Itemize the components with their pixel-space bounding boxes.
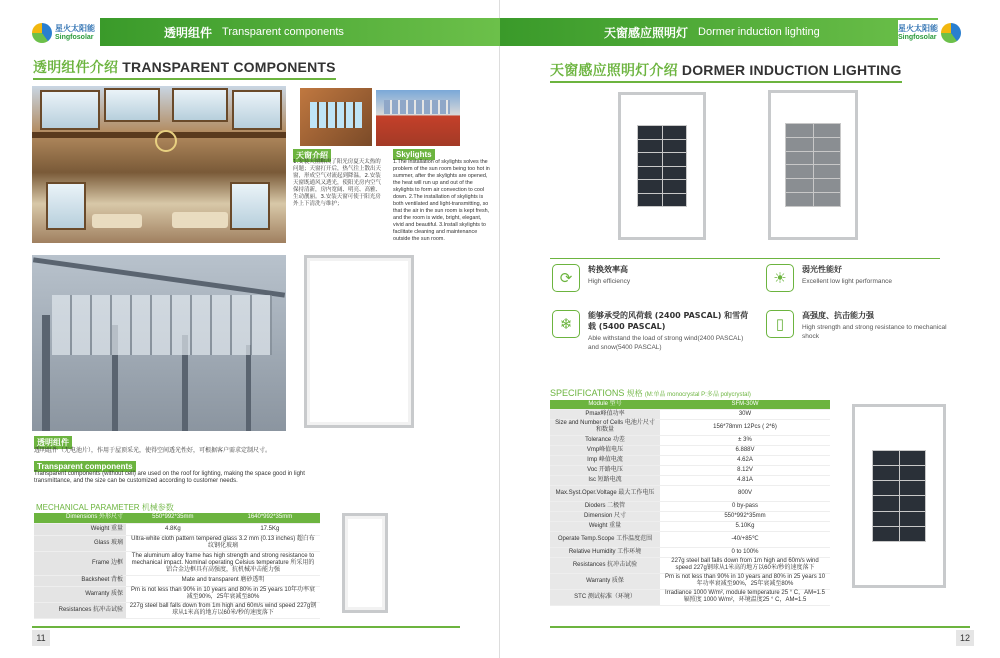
table-row: Max.Syst.Oper.Voltage 最大工作电压 800V xyxy=(550,485,830,501)
left-header-bar xyxy=(100,18,500,46)
tc-tag-cn: 透明组件 xyxy=(34,436,72,449)
mech-param-table xyxy=(34,513,320,619)
chandelier-icon xyxy=(155,130,177,152)
header-cn: 透明组件 xyxy=(164,25,213,40)
logo-en: Singfosolar xyxy=(55,34,94,41)
transparent-panel-image xyxy=(304,255,414,428)
mono-panel-back xyxy=(768,90,858,240)
sunroom-photo xyxy=(32,86,286,243)
skylight-tag-cn: 天窗介绍 xyxy=(293,149,331,162)
mono-panel-spec-image xyxy=(852,404,946,588)
skylight-model-photo xyxy=(300,88,372,146)
table-row: Glass 玻璃 Ultra-white cloth pattern tempered glass 3.2 mm (0.13 inches) 超白布纹钢化玻璃 xyxy=(34,535,320,551)
transparent-panel-thumb xyxy=(342,513,388,613)
rooftop-photo xyxy=(376,90,460,146)
table-row: Dioders 二极管 0 by-pass xyxy=(550,501,830,511)
table-row: Relative Humidity 工作环境 0 to 100% xyxy=(550,547,830,557)
table-row: Tolerance 功差 ± 3% xyxy=(550,435,830,445)
brand-logo xyxy=(32,20,98,46)
logo-icon xyxy=(941,23,961,43)
table-row: Size and Number of Cells 电池片尺寸和数量 156*78mm 12Pcs ( 2*6) xyxy=(550,419,830,435)
tc-text-cn: 透明组件（无电池片），作用于屋顶采光，使得空间透光性好，可根据客户需求定制尺寸。 xyxy=(34,447,272,454)
table-row: Weight 重量 4.8Kg 17.5Kg xyxy=(34,523,320,535)
feature-low-light: ☀ 弱光性能好 Excellent low light performance xyxy=(766,264,956,292)
logo-cn: 星火太阳能 xyxy=(898,24,938,33)
footer-line xyxy=(550,626,970,628)
right-page xyxy=(500,0,1000,658)
footer-line xyxy=(32,626,460,628)
skylight-text-en: 1.The installation of skylights solves the problem of the sun room being too hot in summer, after the skylights are opened, the heat will run up and out of the skylights to form air convection to cool down. 2.The installation of skylights is both ventilated and light-transmitting, so that the air in the sun room is kept fresh, and the room is wide, bright, elegant, vivid and beautiful. 3.Install skylights to facilitate cleaning and maintenance outside the sun room. xyxy=(393,159,490,242)
right-header-bar xyxy=(500,18,938,46)
table-row: Voc 开路电压 8.12V xyxy=(550,465,830,475)
feature-divider xyxy=(550,258,940,259)
page-number: 11 xyxy=(32,630,50,646)
mono-panel-front xyxy=(618,92,706,240)
feature-efficiency: ⟳ 转换效率高 High efficiency xyxy=(552,264,742,292)
tc-text-en: Transparent components (without cell) are used on the roof for lighting, making the space good in light transmittance, and the size can be customized according to customer needs. xyxy=(34,471,305,484)
table-row: STC 测试标准（环境） Irradiance 1000 W/m², module temperature 25 ° C，AM=1.5 辐照度 1000 W/m²，环境温度25 ° C，AM=1.5 xyxy=(550,589,830,605)
page-title: 透明组件介绍 TRANSPARENT COMPONENTS xyxy=(33,57,336,77)
table-row: Isc 短路电流 4.81A xyxy=(550,475,830,485)
header-en: Transparent components xyxy=(222,26,344,38)
sun-icon: ☀ xyxy=(766,264,794,292)
table-row: Warranty 质保 Pm is not less than 90% in 10 years and 80% in 25 years 10年功率衰减至90%，25年衰减至80% xyxy=(34,586,320,602)
table-row: Dimension 尺寸 550*992*35mm xyxy=(550,511,830,521)
table-row: Backsheet 背板 Mate and transparent 磨砂透明 xyxy=(34,575,320,586)
table-row: Weight 重量 5.10Kg xyxy=(550,521,830,531)
table-row: Imp 峰值电流 4.62A xyxy=(550,455,830,465)
roof-structure-photo xyxy=(32,255,286,431)
feature-strength: ▯ 高强度、抗击能力强 High strength and strong resistance to mechanical shock xyxy=(766,310,956,341)
table-row: Operate Temp.Scope 工作温度范围 -40/+85℃ xyxy=(550,531,830,547)
logo-cn: 星火太阳能 xyxy=(55,24,95,33)
feature-load: ❄ 能够承受的风荷载 (2400 PASCAL) 和雪荷载 (5400 PASCAL) Able withstand the load of strong wind(2400 PASCAL) and snow(5400 PASCAL) xyxy=(552,310,752,352)
header-cn: 天窗感应照明灯 xyxy=(604,25,689,40)
table-row: Vmp峰值电压 6.888V xyxy=(550,445,830,455)
header-en: Dormer induction lighting xyxy=(698,26,820,38)
snowflake-icon: ❄ xyxy=(552,310,580,338)
table-row: Pmax峰值功率 30W xyxy=(550,409,830,419)
logo-icon xyxy=(32,23,52,43)
table-row: Resistances 抗冲击试验 227g steel ball falls down from 1m high and 60m/s wind speed 227g钢球从1米高的地方以60米/秒的速度落下 xyxy=(550,557,830,573)
table-row: Warranty 质保 Pm is not less than 90% in 10 years and 80% in 25 years 10年功率衰减至90%，25年衰减至80% xyxy=(550,573,830,589)
skylight-tag-en: Skylights xyxy=(393,149,435,160)
table-row: Dimensions 外形尺寸 550*992*35mm 1640*992*35mm xyxy=(34,513,320,523)
page-number: 12 xyxy=(956,630,974,646)
cycle-icon: ⟳ xyxy=(552,264,580,292)
table-row: Resistances 抗冲击试验 227g steel ball falls down from 1m high and 60m/s wind speed 227g钢球从1米高的地方以60米/秒的速度落下 xyxy=(34,602,320,618)
skylight-text-cn: 1.安装天窗解决了阳光房夏天太热的问题；天窗打开后，热气往上散出天窗，形成空气对流起到降温。2.安装天窗既通风又透光，使阳光房内空气保持清新，房内宽阔、明亮、高雅、生动靓丽。3.安装天窗可使于阳光房外上下清洗与维护； xyxy=(293,159,382,207)
brand-logo xyxy=(898,20,964,46)
table-row: Frame 边框 The aluminum alloy frame has high strength and strong resistance to mechanical impact. Nominal operating Celsius temperature 所采用的铝合金边框具有高强度，抗机械冲击能力强 xyxy=(34,551,320,575)
logo-en: Singfosolar xyxy=(898,34,937,41)
page-title: 天窗感应照明灯介绍 DORMER INDUCTION LIGHTING xyxy=(550,60,902,80)
mech-param-title: MECHANICAL PARAMETER 机械参数 xyxy=(36,503,174,512)
phone-icon: ▯ xyxy=(766,310,794,338)
spec-table xyxy=(550,400,830,606)
spec-title: SPECIFICATIONS 规格 (M:单晶 monocrystal P:多晶 polycrystal) xyxy=(550,388,751,398)
table-row: Module 型号 SFM-30W xyxy=(550,400,830,409)
tc-tag-en: Transparent components xyxy=(34,461,136,472)
